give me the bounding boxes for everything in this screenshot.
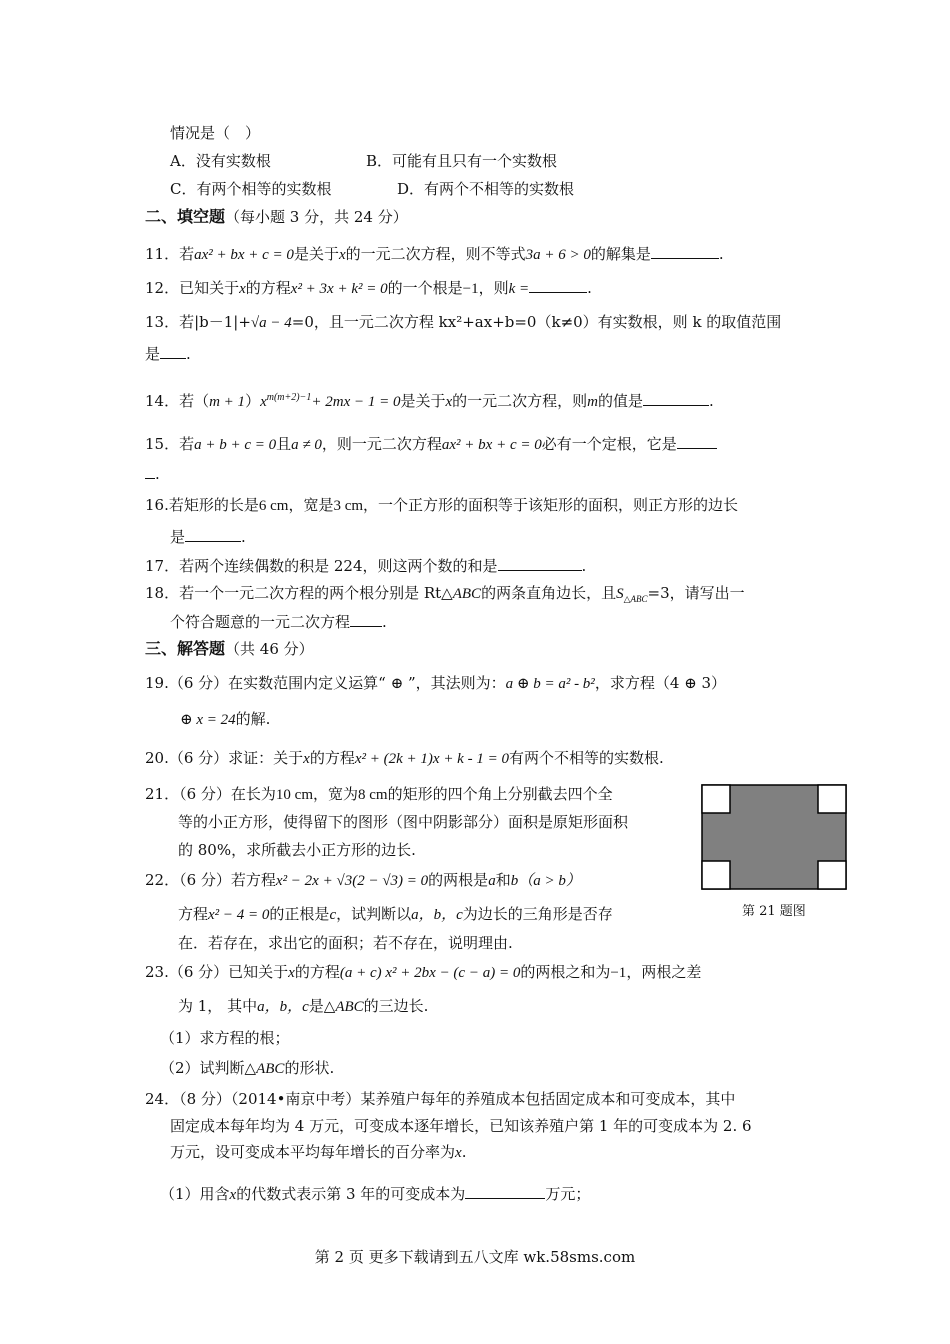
q16-length: 6 cm <box>258 498 289 514</box>
q22-and: 和 <box>495 871 511 889</box>
q21-length: 10 cm <box>275 787 313 803</box>
q18-area-symbol: S <box>616 586 624 602</box>
question-23 <box>145 962 701 983</box>
q23-sum: −1 <box>610 965 627 981</box>
question-19 <box>145 673 726 694</box>
q21-figure <box>701 784 847 890</box>
q23-text4: ，两根之差 <box>626 963 702 981</box>
question-13-line2 <box>145 343 191 364</box>
q22-text2: 的两根是 <box>428 871 489 889</box>
section-2-title: 二、填空题 <box>145 207 226 226</box>
question-18 <box>145 583 745 609</box>
q24-part1-var: x <box>229 1187 237 1203</box>
q15-end: . <box>155 465 160 483</box>
q23-sides: a，b，c <box>257 999 309 1015</box>
q14-m: m <box>587 394 599 410</box>
q15-equation: ax² + bx + c = 0 <box>441 437 542 453</box>
q15-text1: 且 <box>276 435 292 453</box>
page-footer: 第 2 页 更多下载请到五八文库 wk.58sms.com <box>314 1248 636 1266</box>
q21-text1: 21．（6 分）在长为 <box>145 785 276 803</box>
q19-text2: ，求方程（4 ⊕ 3） <box>594 674 727 692</box>
q14-end: . <box>709 392 714 410</box>
q14-text4: 的值是 <box>598 392 644 410</box>
q20-var: x <box>303 751 310 767</box>
q21-figure-corner-bl <box>702 861 730 889</box>
q15-text2: ，则一元二次方程 <box>321 435 442 453</box>
q22-equation1: x² − 2x + √3(2 − √3) = 0 <box>275 873 429 889</box>
q23-equation: (a + c) x² + 2bx − (c − a) = 0 <box>339 965 521 981</box>
q18-line2-text: 个符合题意的一元二次方程 <box>170 613 351 631</box>
q18-text3: =3，请写出一 <box>647 584 745 602</box>
q12-k: k = <box>508 281 530 297</box>
question-16-line2 <box>170 526 246 547</box>
q21-figure-corner-tl <box>702 785 730 813</box>
q16-text1: 16.若矩形的长是 <box>145 496 259 514</box>
q22-b: b <box>510 873 519 889</box>
q14-num: 14．若（ <box>145 392 210 410</box>
section-3-title: 三、解答题 <box>145 639 226 658</box>
q14-var: x <box>445 394 453 410</box>
q11-answer-blank[interactable] <box>651 243 719 259</box>
q10-option-a: A．没有实数根 <box>170 152 271 170</box>
q21-width: 8 cm <box>358 787 388 803</box>
q11-text1: 是关于 <box>293 245 339 263</box>
q20-equation: x² + (2k + 1)x + k - 1 = 0 <box>354 751 509 767</box>
question-24-part1 <box>160 1183 590 1205</box>
question-23-line2 <box>178 996 428 1017</box>
q24-part1-text2: 的代数式表示第 3 年的可变成本为 <box>236 1185 466 1203</box>
question-15-line2 <box>145 463 160 484</box>
q11-text2: 的一元二次方程，则不等式 <box>345 245 526 263</box>
q18-triangle: ABC <box>452 586 482 602</box>
q22-c: c <box>329 907 337 923</box>
q24-var: x <box>455 1145 462 1161</box>
q15-num: 15．若 <box>145 435 195 453</box>
q22-equation2: x² − 4 = 0 <box>208 907 270 923</box>
q20-text1: 20.（6 分）求证：关于 <box>145 749 304 767</box>
q17-end: . <box>581 557 587 575</box>
q12-equation: x² + 3x + k² = 0 <box>290 281 388 297</box>
q20-text3: 有两个不相等的实数根. <box>508 749 664 767</box>
q16-line2-text: 是 <box>170 528 186 546</box>
q15-condition2: a ≠ 0 <box>291 437 322 453</box>
question-21-line2: 等的小正方形，使得留下的图形（图中阴影部分）面积是原矩形面积 <box>178 813 629 831</box>
q11-num: 11．若 <box>145 245 195 263</box>
question-14 <box>145 388 714 412</box>
q22-text4: 的正根是 <box>269 905 330 923</box>
q22-condition: （a > b） <box>518 873 581 889</box>
q13-text1: =0，且一元二次方程 kx²+ax+b=0（k≠0）有实数根，则 k 的取值范围 <box>291 313 782 331</box>
q14-base: x <box>260 394 267 410</box>
question-17 <box>145 555 586 576</box>
q11-text3: 的解集是 <box>590 245 651 263</box>
q23-text5: 为 1， 其中 <box>178 997 258 1015</box>
question-13 <box>145 312 781 333</box>
q14-equation-rest: + 2mx − 1 = 0 <box>311 394 401 410</box>
q18-area-subscript: △ABC <box>623 594 648 604</box>
q22-text5: ，试判断以 <box>336 905 412 923</box>
question-15 <box>145 433 717 455</box>
q11-end: . <box>718 245 724 263</box>
q14-exponent: m(m+2)−1 <box>266 392 312 403</box>
q15-condition1: a + b + c = 0 <box>194 437 277 453</box>
question-18-line2 <box>170 611 387 632</box>
q12-answer-blank[interactable] <box>529 277 587 293</box>
question-22-line2 <box>178 904 613 925</box>
q22-a: a <box>488 873 496 889</box>
q23-part2-text1: （2）试判断△ <box>160 1059 257 1077</box>
q18-end: . <box>382 613 387 631</box>
q19-text1: 19.（6 分）在实数范围内定义运算“ ⊕ ”，其法则为： <box>145 674 506 692</box>
q23-var: x <box>288 965 295 981</box>
q13-line2-text: 是 <box>145 345 161 363</box>
q18-text2: 的两条直角边长，且 <box>481 584 617 602</box>
q13-end: . <box>186 345 191 363</box>
q12-text1: 的方程 <box>245 279 291 297</box>
q16-answer-blank[interactable] <box>185 526 241 542</box>
q23-part2-triangle: ABC <box>256 1061 285 1077</box>
q13-answer-blank[interactable] <box>160 343 186 359</box>
q23-text6: 是△ <box>308 997 336 1015</box>
q16-width: 3 cm <box>333 498 364 514</box>
q23-text7: 的三边长. <box>363 997 429 1015</box>
q21-figure-corner-tr <box>818 785 846 813</box>
q15-text3: 必有一个定根，它是 <box>541 435 677 453</box>
q23-text3: 的两根之和为 <box>520 963 611 981</box>
q23-text1: 23.（6 分）已知关于 <box>145 963 289 981</box>
q19-text3: 的解. <box>235 710 271 728</box>
section-2-heading <box>145 207 408 227</box>
section-3-note: （共 46 分） <box>225 640 314 658</box>
q22-text1: 22．（6 分）若方程 <box>145 871 276 889</box>
q10-option-c: C．有两个相等的实数根 <box>170 180 332 198</box>
q15-answer-blank-cont[interactable] <box>145 463 155 479</box>
q14-text3: 的一元二次方程，则 <box>452 392 588 410</box>
q13-sqrt: √a − 4 <box>250 315 292 331</box>
q19-rule: a ⊕ b = a² - b² <box>505 676 595 692</box>
q16-text2: ，宽是 <box>288 496 334 514</box>
q22-text6: 为边长的三角形是否存 <box>462 905 613 923</box>
q24-text2: . <box>461 1143 467 1161</box>
q21-figure-corner-br <box>818 861 846 889</box>
q22-sides: a，b，c <box>411 907 463 923</box>
q21-text3: 的矩形的四个角上分别截去四个全 <box>387 785 613 803</box>
q18-text1: 18．若一个一元二次方程的两个根分别是 Rt△ <box>145 584 453 602</box>
q16-end: . <box>241 528 246 546</box>
q23-triangle: ABC <box>335 999 364 1015</box>
q13-num: 13．若|b－1|+ <box>145 313 251 331</box>
q14-text2: 是关于 <box>400 392 446 410</box>
q14-answer-blank[interactable] <box>643 390 709 406</box>
section-3-heading <box>145 639 314 659</box>
question-21-line3: 的 80%，求所截去小正方形的边长. <box>178 841 416 859</box>
question-16 <box>145 495 738 516</box>
question-21 <box>145 784 613 805</box>
question-11 <box>145 243 724 265</box>
q12-text2: 的一个根是 <box>387 279 463 297</box>
q23-part2-text2: 的形状. <box>284 1059 335 1077</box>
section-2-note: （每小题 3 分，共 24 分） <box>225 208 408 226</box>
q15-answer-blank[interactable] <box>677 433 717 449</box>
q24-part1-text3: 万元； <box>545 1185 591 1203</box>
q22-text3: 方程 <box>178 905 209 923</box>
q20-text2: 的方程 <box>309 749 355 767</box>
q11-inequality: 3a + 6 > 0 <box>525 247 591 263</box>
q14-text1: ） <box>245 392 261 410</box>
q21-text2: ，宽为 <box>312 785 358 803</box>
q19-equation: ⊕ x = 24 <box>180 712 236 728</box>
question-22-line3: 在．若存在，求出它的面积；若不存在，说明理由. <box>178 934 513 952</box>
q12-text3: ，则 <box>478 279 509 297</box>
q24-part1-text1: （1）用含 <box>160 1185 230 1203</box>
q24-text1: 万元，设可变成本平均每年增长的百分率为 <box>170 1143 456 1161</box>
q10-continuation: 情况是（ ） <box>170 124 261 142</box>
q14-factor: m + 1 <box>209 394 246 410</box>
q12-num: 12．已知关于 <box>145 279 240 297</box>
question-20 <box>145 748 664 769</box>
q21-figure-caption: 第 21 题图 <box>742 904 806 919</box>
question-22 <box>145 870 581 891</box>
question-12 <box>145 277 592 299</box>
q16-text3: ，一个正方形的面积等于该矩形的面积，则正方形的边长 <box>363 496 739 514</box>
question-24: 24．（8 分）（2014•南京中考）某养殖户每年的养殖成本包括固定成本和可变成本，其中 <box>145 1090 736 1108</box>
q17-text: 17．若两个连续偶数的积是 224，则这两个数的和是 <box>145 557 498 575</box>
q10-option-d: D．有两个不相等的实数根 <box>397 180 575 198</box>
q23-text2: 的方程 <box>294 963 340 981</box>
q11-equation: ax² + bx + c = 0 <box>194 247 294 263</box>
question-23-part1: （1）求方程的根； <box>160 1029 290 1047</box>
q12-end: . <box>587 279 592 297</box>
question-24-line2: 固定成本每年均为 4 万元，可变成本逐年增长，已知该养殖户第 1 年的可变成本为 2. 6 <box>170 1117 752 1135</box>
question-23-part2 <box>160 1058 334 1079</box>
q17-answer-blank[interactable] <box>498 555 582 571</box>
q18-answer-blank[interactable] <box>350 611 382 627</box>
question-19-line2 <box>180 709 270 730</box>
q11-var: x <box>338 247 346 263</box>
q12-var: x <box>239 281 246 297</box>
question-24-line3 <box>170 1142 466 1163</box>
q12-root: −1 <box>462 281 479 297</box>
q10-option-b: B．可能有且只有一个实数根 <box>366 152 558 170</box>
q24-part1-answer-blank[interactable] <box>465 1183 545 1199</box>
